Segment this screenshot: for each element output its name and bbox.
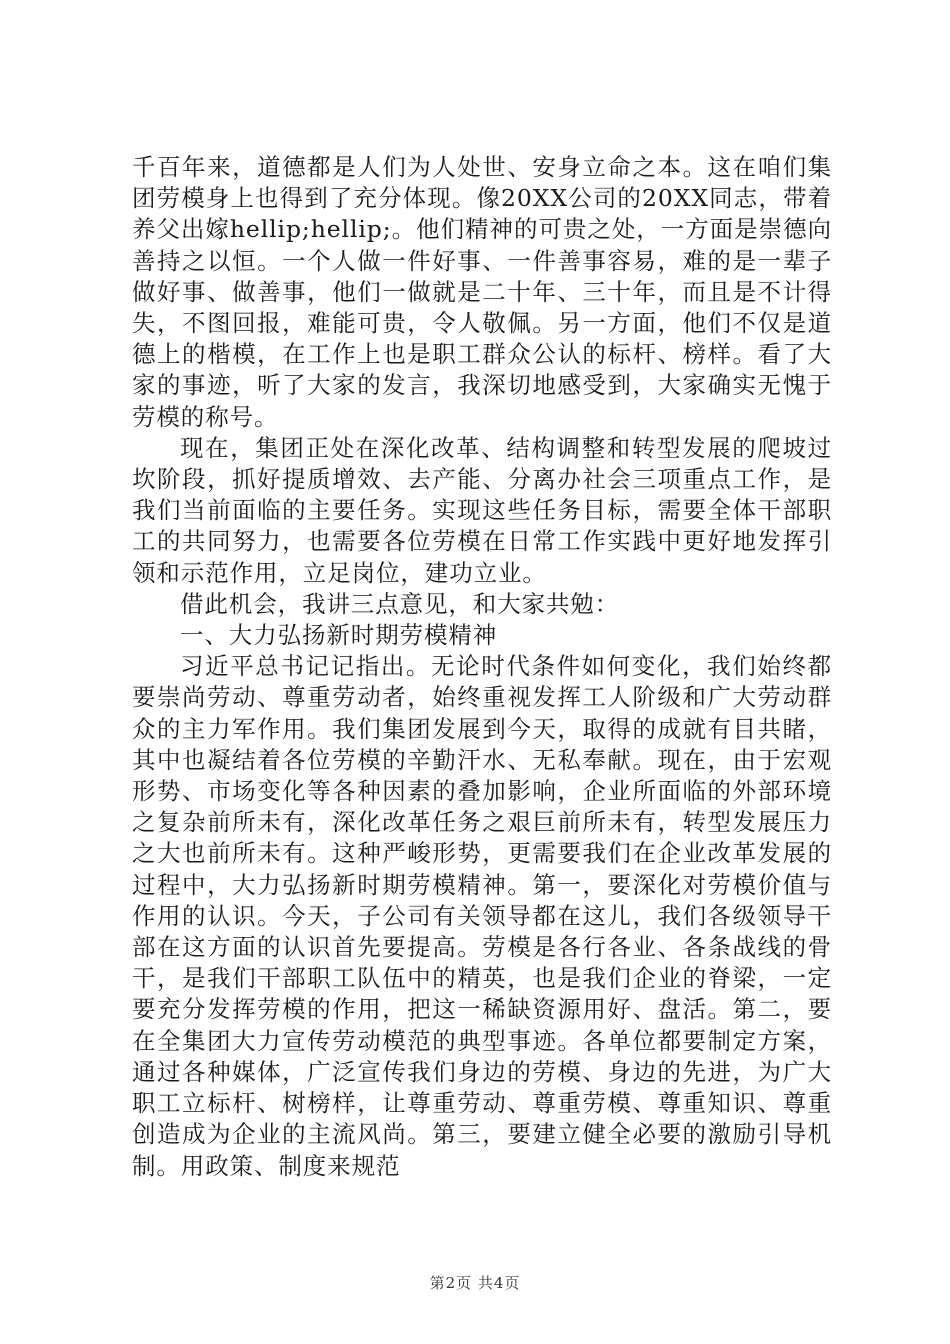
section-heading: 一、大力弘扬新时期劳模精神 xyxy=(180,621,498,650)
document-body xyxy=(132,152,832,1182)
paragraph-4: 习近平总书记记指出。无论时代条件如何变化，我们始终都要崇尚劳动、尊重劳动者，始终重视发挥工人阶级和广大劳动群众的主力军作用。我们集团发展到今天，取得的成就有目共睹，其中也凝结着各位劳模的辛勤汗水、无私奉献。现在，由于宏观形势、市场变化等各种因素的叠加影响，企业所面临的外部环境之复杂前所未有，深化改革任务之艰巨前所未有，转型发展压力之大也前所未有。这种严峻形势，更需要我们在企业改革发展的过程中，大力弘扬新时期劳模精神。第一，要深化对劳模价值与作用的认识。今天，子公司有关领导都在这儿，我们各级领导干部在这方面的认识首先要提高。劳模是各行各业、各条战线的骨干，是我们干部职工队伍中的精英，也是我们企业的脊梁，一定要充分发挥劳模的作用，把这一稀缺资源用好、盘活。第二，要在全集团大力宣传劳动模范的典型事迹。各单位都要制定方案，通过各种媒体，广泛宣传我们身边的劳模、身边的先进，为广大职工立标杆、树榜样，让尊重劳动、尊重劳模、尊重知识、尊重创造成为企业的主流风尚。第三，要建立健全必要的激励引导机制。用政策、制度来规范 xyxy=(132,652,832,1180)
paragraph-2: 现在，集团正处在深化改革、结构调整和转型发展的爬坡过坎阶段，抓好提质增效、去产能、分离办社会三项重点工作，是我们当前面临的主要任务。实现这些任务目标，需要全体干部职工的共同努力，也需要各位劳模在日常工作实践中更好地发挥引领和示范作用，立足岗位，建功立业。 xyxy=(132,433,832,587)
page-number: 第2页 共4页 xyxy=(429,1274,521,1292)
paragraph-1: 千百年来，道德都是人们为人处世、安身立命之本。这在咱们集团劳模身上也得到了充分体现。像20XX公司的20XX同志，带着养父出嫁hellip;hellip;。他们精神的可贵之处，一方面是崇德向善持之以恒。一个人做一件好事、一件善事容易，难的是一辈子做好事、做善事，他们一做就是二十年、三十年，而且是不计得失，不图回报，难能可贵，令人敬佩。另一方面，他们不仅是道德上的楷模，在工作上也是职工群众公认的标杆、榜样。看了大家的事迹，听了大家的发言，我深切地感受到，大家确实无愧于劳模的称号。 xyxy=(132,153,832,431)
paragraph-3: 借此机会，我讲三点意见，和大家共勉： xyxy=(180,589,620,618)
